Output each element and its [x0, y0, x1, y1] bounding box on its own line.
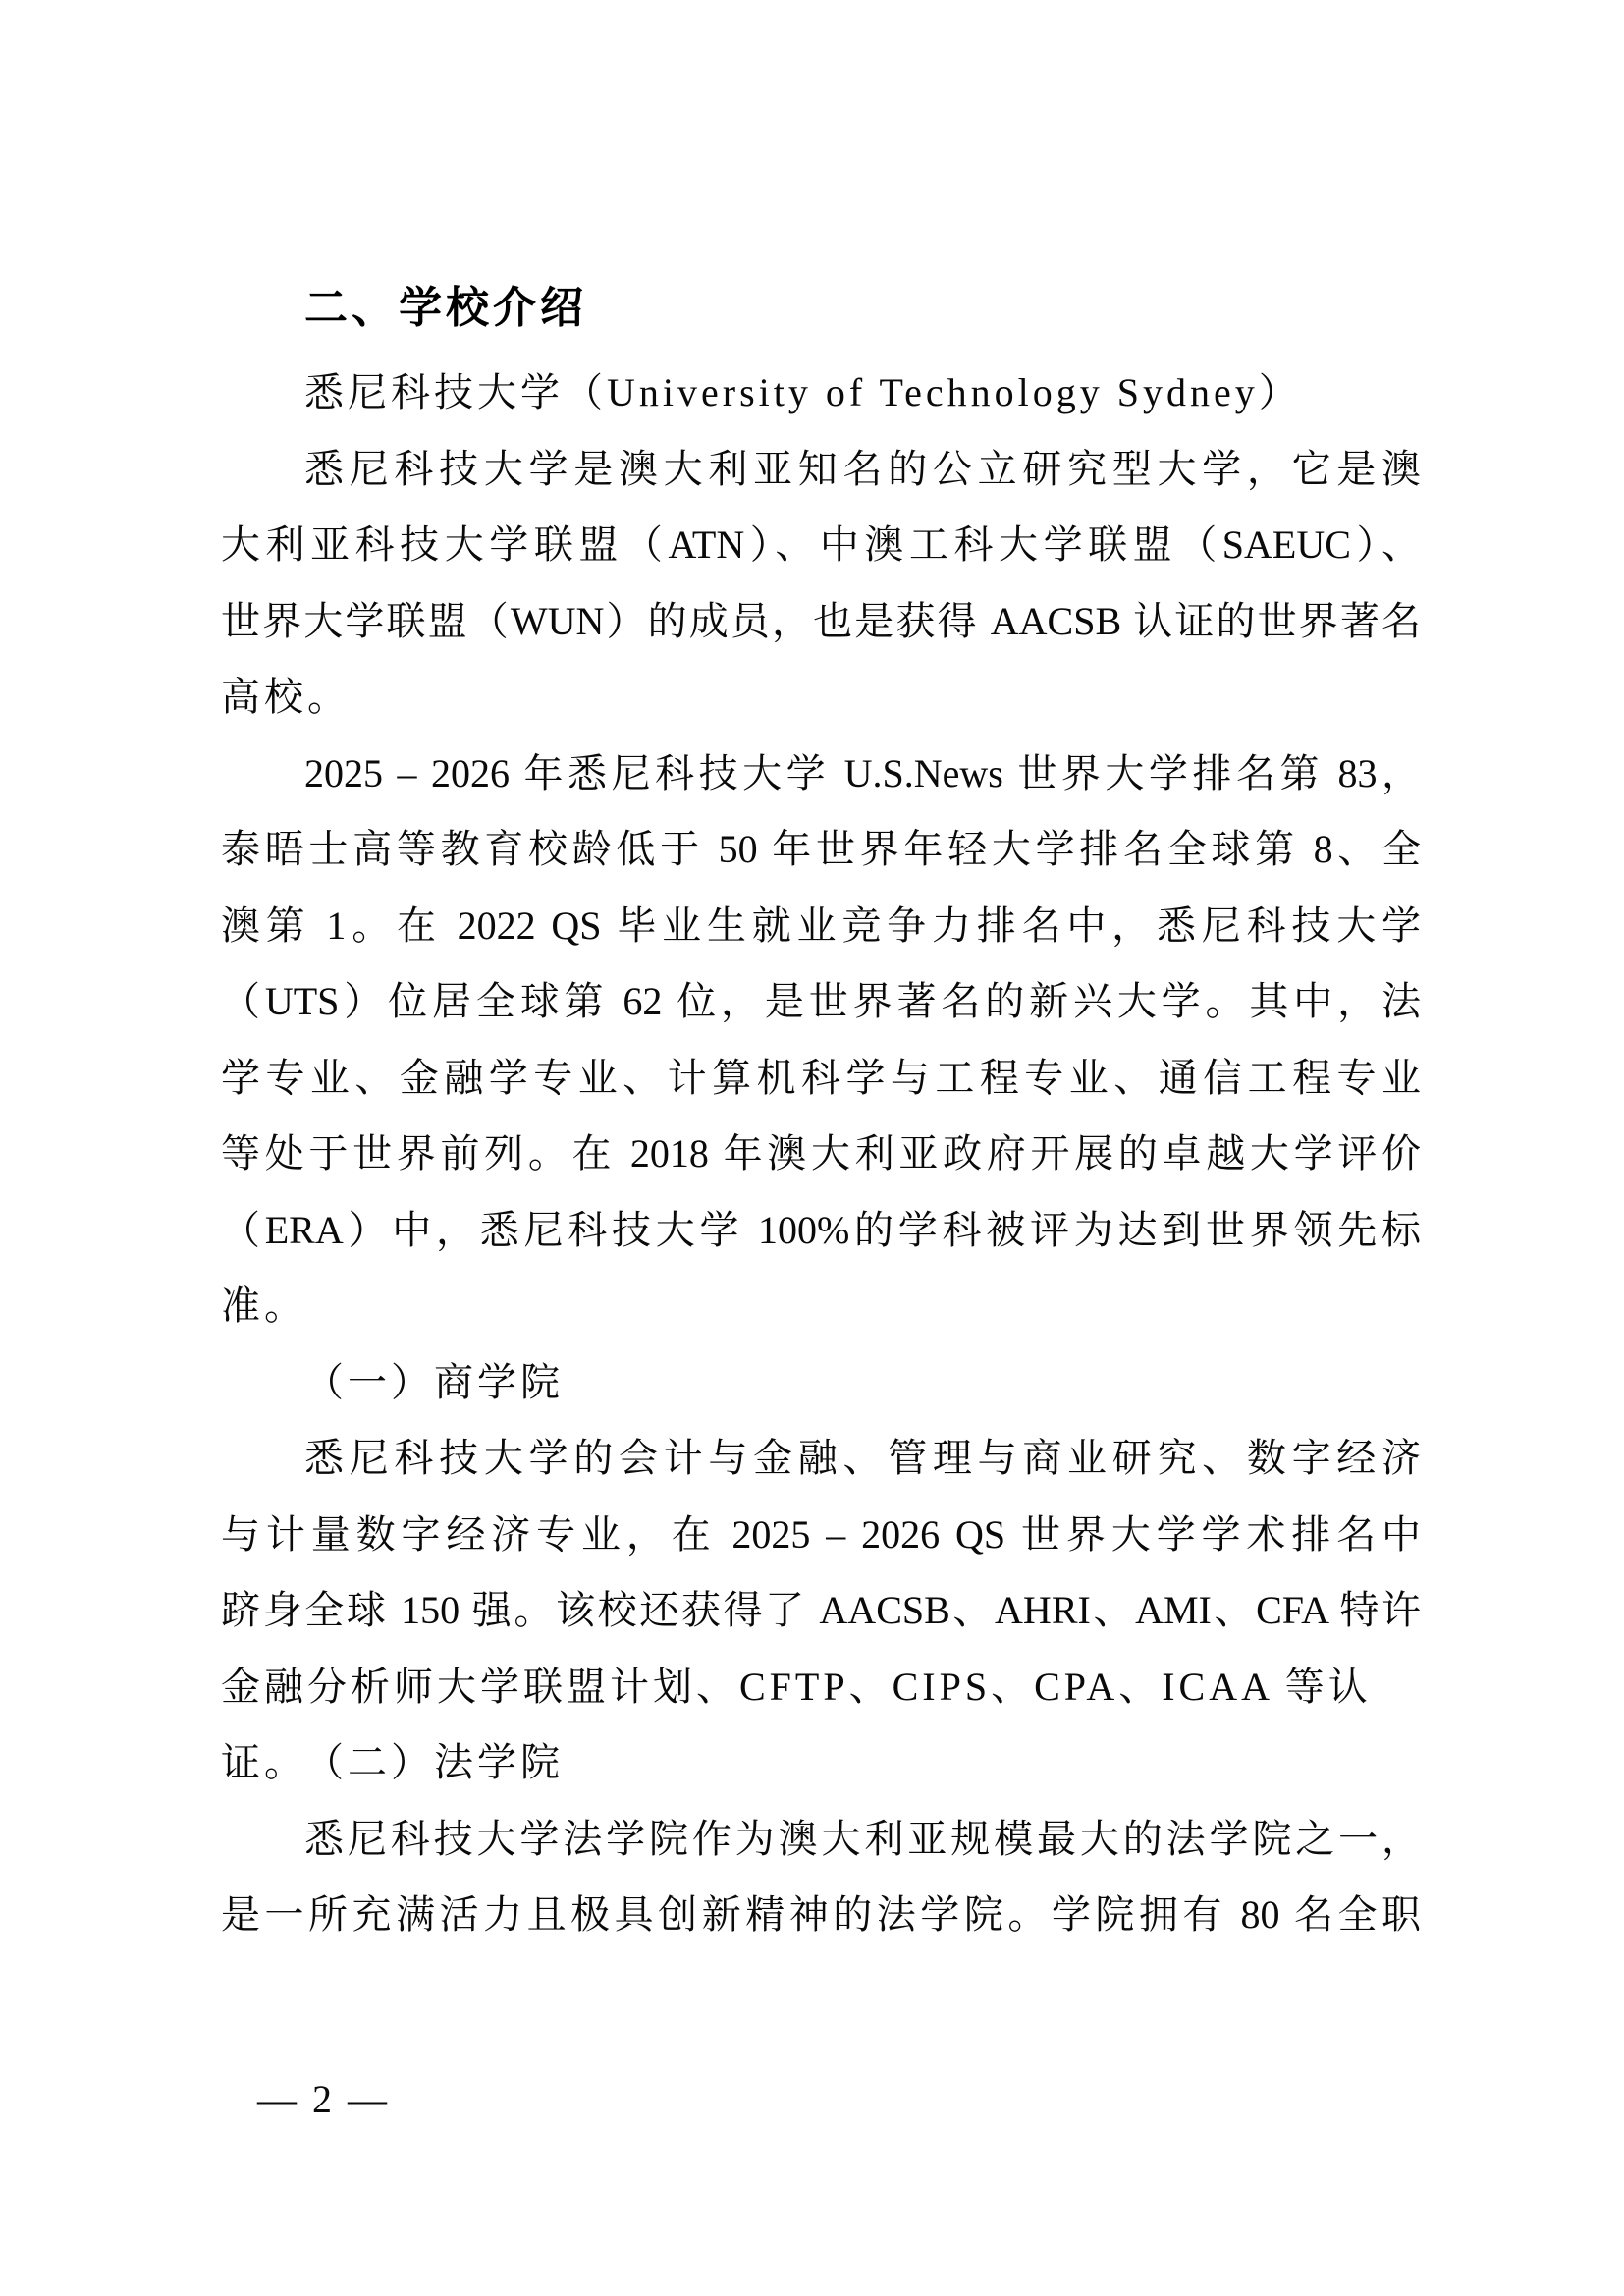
text-line: 学专业、金融学专业、计算机科学与工程专业、通信工程专业 — [221, 1055, 1421, 1100]
text-line: 高校。 — [221, 675, 351, 719]
text-line: 等处于世界前列。在 2018 年澳大利亚政府开展的卓越大学评价 — [221, 1131, 1421, 1175]
text-line: （一）商学院 — [304, 1359, 564, 1404]
text-line: 跻身全球 150 强。该校还获得了 AACSB、AHRI、AMI、CFA 特许 — [221, 1588, 1421, 1632]
text-line: 悉尼科技大学的会计与金融、管理与商业研究、数字经济 — [304, 1436, 1421, 1480]
text-line: 澳第 1。在 2022 QS 毕业生就业竞争力排名中，悉尼科技大学 — [221, 902, 1421, 948]
page-number: — 2 — — [257, 2077, 390, 2121]
text-line: （UTS）位居全球第 62 位，是世界著名的新兴大学。其中，法 — [221, 979, 1421, 1023]
text-line: 悉尼科技大学法学院作为澳大利亚规模最大的法学院之一， — [304, 1816, 1421, 1861]
text-line: 悉尼科技大学（University of Technology Sydney） — [304, 370, 1302, 414]
text-line: 泰晤士高等教育校龄低于 50 年世界年轻大学排名全球第 8、全 — [221, 827, 1421, 871]
text-line: （二）法学院 — [304, 1740, 564, 1784]
text-line: （ERA）中，悉尼科技大学 100%的学科被评为达到世界领先标 — [221, 1207, 1421, 1252]
text-line: 与计量数字经济专业，在 2025 – 2026 QS 世界大学学术排名中 — [221, 1511, 1421, 1557]
text-line: 准。 — [221, 1284, 307, 1328]
text-line: 世界大学联盟（WUN）的成员，也是获得 AACSB 认证的世界著名 — [221, 598, 1421, 643]
text-line: 金融分析师大学联盟计划、CFTP、CIPS、CPA、ICAA 等认证。 — [221, 1664, 1372, 1784]
document-body — [221, 355, 1421, 1953]
section-heading: 二、学校介绍 — [304, 284, 587, 332]
text-line: 大利亚科技大学联盟（ATN）、中澳工科大学联盟（SAEUC）、 — [221, 522, 1421, 567]
text-line: 是一所充满活力且极具创新精神的法学院。学院拥有 80 名全职 — [221, 1892, 1421, 1937]
text-line: 悉尼科技大学是澳大利亚知名的公立研究型大学，它是澳 — [304, 446, 1421, 491]
text-line: 2025 – 2026 年悉尼科技大学 U.S.News 世界大学排名第 83， — [304, 750, 1421, 795]
